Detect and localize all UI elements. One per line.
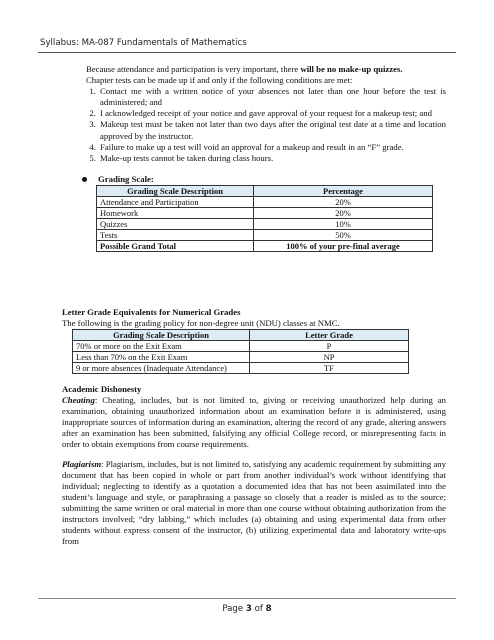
table-row: Tests 50% bbox=[97, 229, 433, 240]
table-row: Quizzes 10% bbox=[97, 218, 433, 229]
condition-item: 5. Make-up tests cannot be taken during class hours. bbox=[98, 153, 446, 164]
conditions-intro: Chapter tests can be made up if and only if the following conditions are met: bbox=[86, 75, 353, 86]
page-footer: Page 3 of 8 bbox=[222, 604, 272, 614]
grading-scale-table bbox=[96, 185, 433, 252]
table-header-row: Grading Scale Description Letter Grade bbox=[73, 330, 409, 341]
condition-item: 4. Failure to make up a test will void an approval for a makeup and result in an “F” grade. bbox=[98, 142, 446, 153]
footer-divider bbox=[38, 598, 456, 599]
condition-item: 2. I acknowledged receipt of your notice and gave approval of your request for a makeup test; and bbox=[98, 108, 446, 119]
section-title: Letter Grade Equivalents for Numerical Grades bbox=[62, 307, 241, 317]
conditions-list bbox=[86, 86, 446, 164]
plagiarism-label: Plagiarism bbox=[62, 458, 102, 469]
header-divider bbox=[38, 52, 456, 53]
page-header: Syllabus: MA-087 Fundamentals of Mathematics bbox=[40, 38, 247, 48]
table-total-row: Possible Grand Total 100% of your pre-final average bbox=[97, 240, 433, 251]
table-row: Attendance and Participation 20% bbox=[97, 196, 433, 207]
attendance-intro: Because attendance and participation is very important, there will be no make-up quizzes. bbox=[86, 64, 403, 74]
table-row: Homework 20% bbox=[97, 207, 433, 218]
letter-grade-section bbox=[62, 307, 446, 374]
table-row: Less than 70% on the Exit Exam NP bbox=[73, 352, 409, 363]
table-header-row: Grading Scale Description Percentage bbox=[97, 185, 433, 196]
bullet-icon bbox=[82, 177, 87, 182]
table-row: 9 or more absences (Inadequate Attendance) TF bbox=[73, 363, 409, 374]
section-title: Academic Dishonesty bbox=[62, 384, 142, 394]
letter-grade-intro: The following is the grading policy for non-degree unit (NDU) classes at NMC. bbox=[62, 318, 340, 329]
no-makeup-notice: will be no make-up quizzes. bbox=[300, 64, 403, 74]
plagiarism-paragraph: Plagiarism: Plagiarism, includes, but is not limited to, satisfying any academic requirement by submitting any document that has been copied in whole or part from another individual’s work without identifying that individual; neglecting to identify as a quotation a documented idea that has not been assimilated into the student’s language and style, or paraphrasing a passage so closely that a reader is misled as to the source; submitting the same written or oral material in more than one course without obtaining authorization from the instructors involved; “dry labbing,” which includes (a) obtaining and using experimental data from other students without express consent of the instructor, (b) utilizing experimental data and laboratory write-ups from bbox=[62, 458, 446, 547]
academic-dishonesty-section bbox=[62, 384, 446, 547]
table-row: 70% or more on the Exit Exam P bbox=[73, 341, 409, 352]
attendance-section bbox=[86, 64, 446, 252]
cheating-label: Cheating bbox=[62, 395, 95, 406]
condition-item: 3. Makeup test must be taken not later than two days after the original test date at a time and location approved by the instructor. bbox=[98, 119, 446, 141]
cheating-paragraph: Cheating: Cheating, includes, but is not limited to, giving or receiving unauthorized help during an examination, obtaining unauthorized information about an examination before it is administered, using inappropriate sources of information during an examination, altering the record of any grade, altering answers after an examination has been submitted, falsifying any official College record, or misrepresenting facts in order to obtain exemptions from course requirements. bbox=[62, 395, 446, 450]
page-total: 8 bbox=[265, 604, 272, 614]
grading-scale-heading: Grading Scale: bbox=[86, 174, 446, 185]
page-number: 3 bbox=[245, 604, 252, 614]
condition-item: 1. Contact me with a written notice of your absences not later than one hour before the test is administered; and bbox=[98, 86, 446, 108]
letter-grade-table bbox=[72, 329, 409, 374]
